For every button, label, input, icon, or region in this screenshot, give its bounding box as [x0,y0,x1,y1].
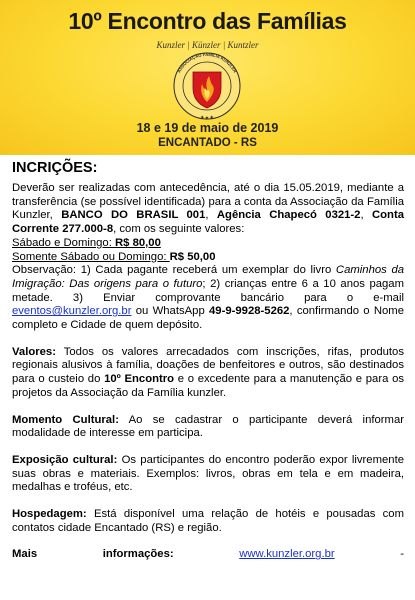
exposicao-paragraph [12,454,404,495]
section-label-valores: Valores: [12,345,56,358]
observacao-text: ou WhatsApp [131,305,210,318]
observacao-text: , confirmando o Nome completo e Cidade de quem depósito. [12,305,404,332]
separator: , [205,209,217,222]
inscricoes-paragraph [12,182,404,237]
momento-text: Ao se cadastrar o participante deverá informar modalidade de interesse em participa. [12,413,404,440]
email-link[interactable]: eventos@kunzler.org.br [12,305,132,318]
price-line-single-day [12,251,404,265]
website-link[interactable]: www.kunzler.org.br [239,548,335,561]
inscricoes-text: Deverão ser realizadas com antecedência, até o dia 15.05.2019, mediante a transferência (se possível identificada) para a conta da Associação da Família Kunzler, [12,182,404,222]
section-label-hospedagem: Hospedagem: [12,508,87,521]
crest-text: ASSOCIAÇÃO FAMÍLIA KUNZLER [176,51,238,74]
section-label-momento: Momento Cultural: [12,413,119,426]
section-heading-inscricoes: INCRIÇÕES: [12,160,98,176]
banner-date: 18 e 19 de maio de 2019 [136,121,279,135]
mais-label: Mais [12,548,38,561]
bank-account: Conta Corrente 277.000-8 [12,209,404,236]
hospedagem-paragraph [12,508,404,535]
valores-text: Todos os valores arrecadados com inscrições, rifas, produtos regionais alusivos à família, doações de benfeitores e outros, são destinados para o custeio do [12,345,404,386]
price-value: R$ 80,00 [115,236,161,249]
section-label-exposicao: Exposição cultural: [12,453,118,466]
exposicao-text: Os participantes do encontro poderão expor livremente suas obras e materiais. Exemplos: livros, obras em tela e em madeira, medalhas e troféus, etc. [12,453,404,494]
observacao-paragraph [12,264,404,333]
bank-name: BANCO DO BRASIL 001 [61,209,206,222]
banner-subtitle: Kunzler | Künzler | Kuntzler [156,40,259,50]
price-line-weekend [12,237,404,251]
event-name: 10º Encontro [104,373,175,386]
whatsapp-number: 49-9-9928-5262 [209,305,290,318]
price-label: Somente Sábado ou Domingo: [12,250,170,263]
observacao-text: Observação: 1) Cada pagante receberá um exemplar do livro [12,264,336,277]
momento-paragraph [12,414,404,441]
svg-text:★ ★ ★: ★ ★ ★ [200,114,214,120]
banner-title: 10º Encontro das Famílias [68,8,347,34]
book-title: Caminhos da Imigração: Das origens para o futuro [12,264,405,290]
event-banner [0,0,415,155]
price-label: Sábado e Domingo: [12,236,115,249]
banner-place: ENCANTADO - RS [158,137,257,149]
observacao-text: ; 2) crianças entre 6 a 10 anos pagam metade. 3) Enviar comprovante bancário para o e-mail [12,277,404,304]
separator: , [360,209,372,222]
price-value: R$ 50,00 [169,250,216,263]
informacoes-label: informações: [102,548,174,561]
bank-agency: Agência Chapecó 0321-2 [216,209,361,222]
document-body [12,160,404,562]
valores-text: e o excedente para a manutenção e para os projetos da Associação da Família kunzler. [12,373,404,399]
mais-informacoes-line [12,548,404,562]
hospedagem-text: Está disponível uma relação de hotéis e pousadas com contatos cidade Encantado (RS) e região. [12,508,404,534]
valores-paragraph [12,346,404,401]
inscricoes-text: , com os seguinte valores: [113,223,245,236]
trailing-dash: - [400,548,404,561]
family-crest-icon [166,50,248,120]
